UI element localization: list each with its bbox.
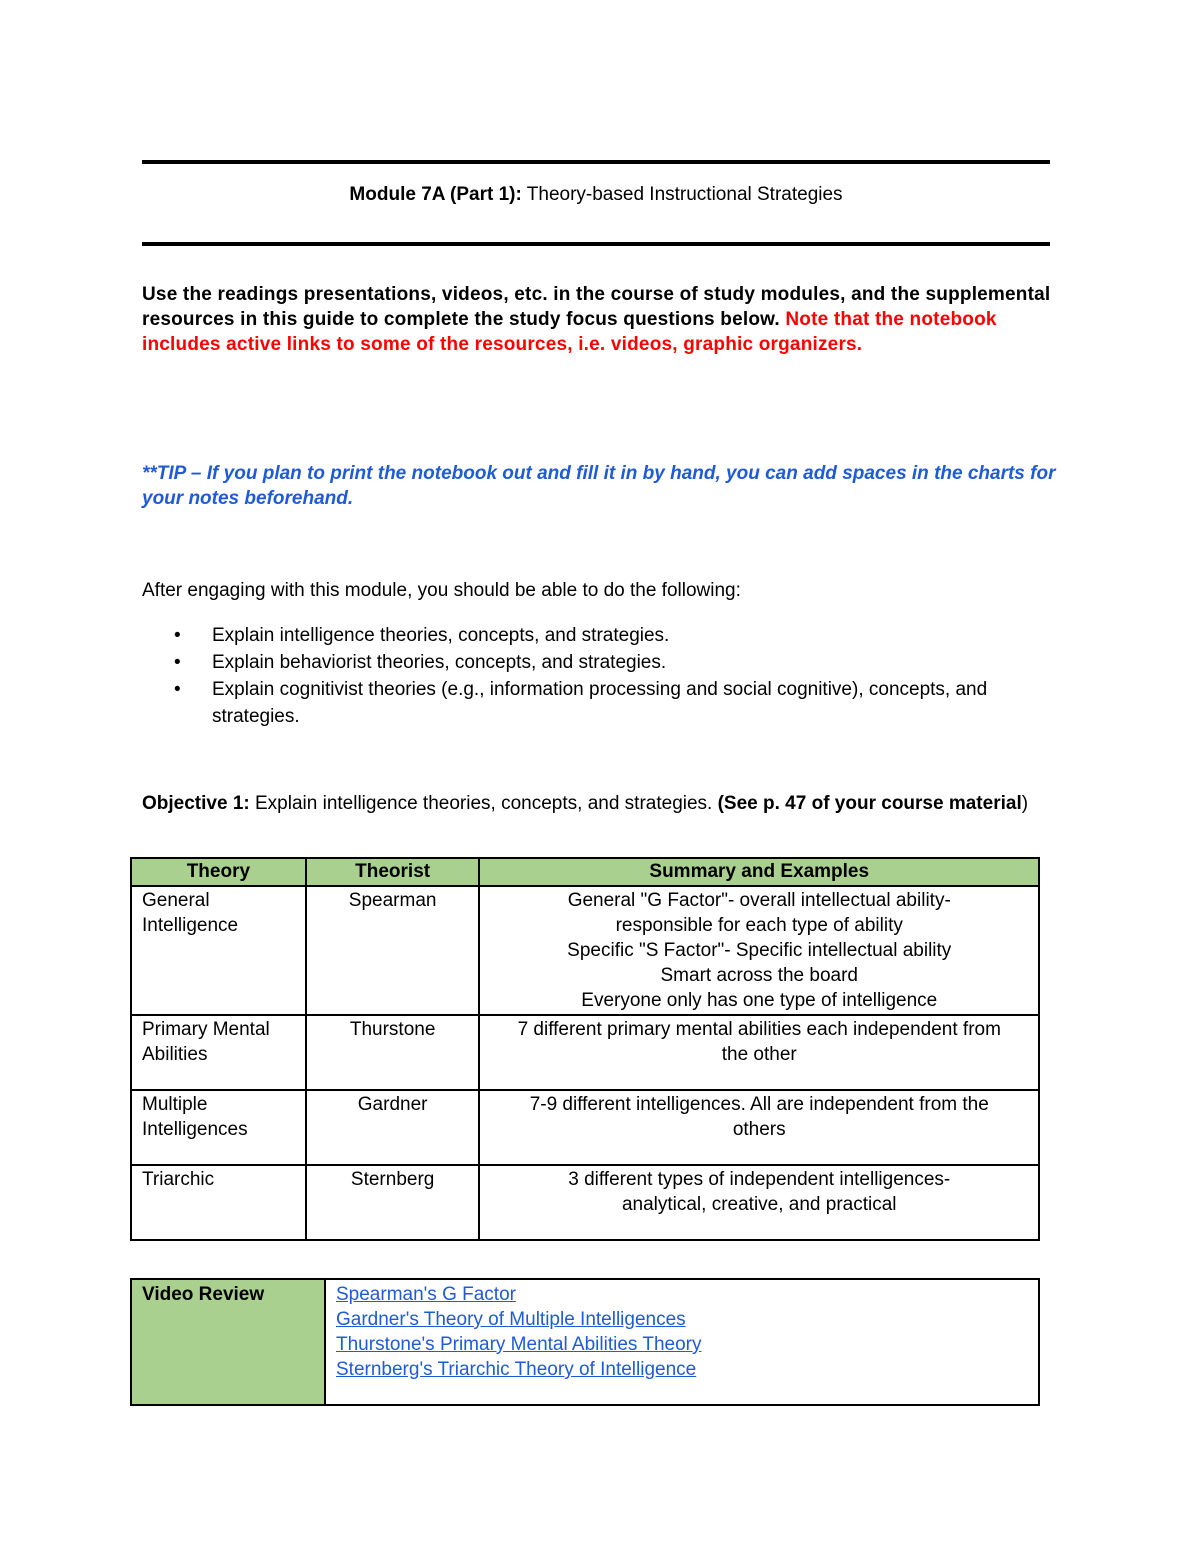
objective-text: Explain behaviorist theories, concepts, and strategies. [212,652,667,673]
summary-line: 3 different types of independent intelligences- analytical, creative, and practical [568,1169,951,1215]
table-row [131,886,1039,1015]
cell-summary [479,886,1039,1015]
list-item [142,622,1050,649]
objective-text: Explain cognitivist theories (e.g., information processing and social cognitive), concepts, and strategies. [212,679,988,727]
cell-theory: General Intelligence [131,886,306,1015]
objective-1-close: ) [1021,793,1029,814]
top-rule [142,160,1050,164]
objective-1-heading [142,790,1062,817]
cell-summary [479,1165,1039,1240]
bottom-rule [142,242,1050,246]
intro-paragraph [142,282,1062,357]
video-review-label: Video Review [131,1279,325,1405]
objective-1-ref: (See p. 47 of your course material [717,793,1022,814]
cell-theorist: Sternberg [306,1165,480,1240]
module-title [142,184,1050,206]
header-theorist: Theorist [306,858,480,886]
table-row [131,1279,1039,1405]
bullet-icon: • [174,652,181,673]
cell-theorist: Thurstone [306,1015,480,1090]
objective-text: Explain intelligence theories, concepts, and strategies. [212,625,670,646]
table-row [131,1015,1039,1090]
link-sternberg-triarchic-theory[interactable]: Sternberg's Triarchic Theory of Intelligence [336,1359,697,1380]
summary-line: 7-9 different intelligences. All are independent from the others [529,1094,989,1140]
bullet-icon: • [174,679,181,700]
summary-line: Specific "S Factor"- Specific intellectual ability [567,940,952,961]
bullet-icon: • [174,625,181,646]
table-header-row [131,858,1039,886]
summary-line: Everyone only has one type of intelligence [581,990,938,1011]
module-title-bold: Module 7A (Part 1): [349,184,522,205]
intro-note: Note that the notebook includes active links to some of the resources, i.e. videos, graphic organizers. [142,309,997,355]
link-gardner-multiple-intelligences[interactable]: Gardner's Theory of Multiple Intelligences [336,1309,686,1330]
summary-line: Smart across the board [660,965,858,986]
objectives-list [142,622,1050,730]
objective-1-label: Objective 1: [142,793,250,814]
cell-theory: Multiple Intelligences [131,1090,306,1165]
summary-line: General "G Factor"- overall intellectual ability- responsible for each type of ability [567,890,951,936]
list-item [142,649,1050,676]
module-title-rest: Theory-based Instructional Strategies [521,184,843,205]
list-item [142,676,1050,730]
header-theory: Theory [131,858,306,886]
video-review-table [130,1278,1040,1406]
cell-summary [479,1090,1039,1165]
summary-line: 7 different primary mental abilities each independent from the other [517,1019,1001,1065]
table-row [131,1090,1039,1165]
cell-summary [479,1015,1039,1090]
table-row [131,1165,1039,1240]
theory-table [130,857,1040,1241]
link-spearman-g-factor[interactable]: Spearman's G Factor [336,1284,516,1305]
intro-instructions: Use the readings presentations, videos, etc. in the course of study modules, and the supplemental resources in this guide to complete the study focus questions below. [142,284,1051,330]
cell-theory: Triarchic [131,1165,306,1240]
link-thurstone-primary-mental-abilities[interactable]: Thurstone's Primary Mental Abilities Theory [336,1334,702,1355]
after-engaging-text: After engaging with this module, you should be able to do the following: [142,580,741,601]
header-summary: Summary and Examples [479,858,1039,886]
cell-theorist: Spearman [306,886,480,1015]
cell-theory: Primary Mental Abilities [131,1015,306,1090]
tip-paragraph: **TIP – If you plan to print the notebook out and fill it in by hand, you can add spaces in the charts for your notes beforehand. [142,463,1056,509]
cell-theorist: Gardner [306,1090,480,1165]
objective-1-text: Explain intelligence theories, concepts, and strategies. [249,793,718,814]
video-links-cell [325,1279,1039,1405]
